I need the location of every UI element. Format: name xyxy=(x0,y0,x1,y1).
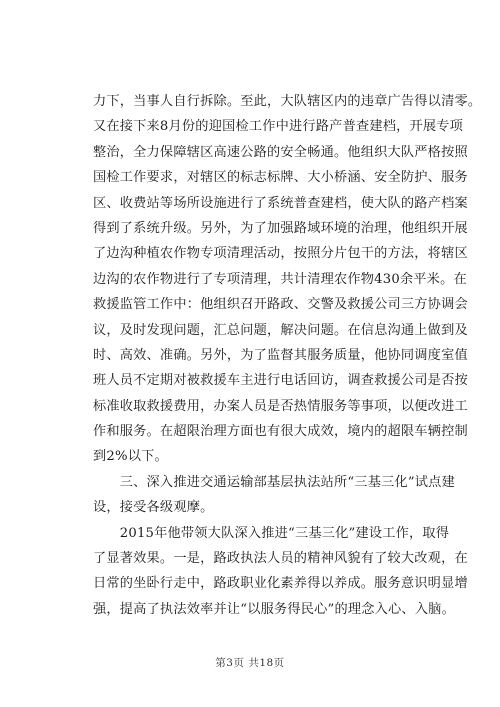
text-line: 又在接下来8月份的迎国检工作中进行路产普查建档，开展专项 xyxy=(93,119,464,135)
section-heading-line: 设，接受各级观摩。 xyxy=(93,500,214,516)
page-footer: 第3页 共18页 xyxy=(215,657,285,669)
text-line: 整治，全力保障辖区高速公路的安全畅通。他组织大队严格按照 xyxy=(93,144,468,160)
text-line: 国检工作要求，对辖区的标志标牌、大小桥涵、安全防护、服务 xyxy=(93,170,468,186)
section-heading-line: 三、深入推进交通运输部基层执法站所“三基三化”试点建 xyxy=(93,474,455,490)
text-line: 区、收费站等场所设施进行了系统普查建档，使大队的路产档案 xyxy=(93,195,468,211)
text-line: 救援监管工作中：他组织召开路政、交警及救援公司三方协调会 xyxy=(93,297,468,313)
text-line: 日常的坐卧行走中，路政职业化素养得以养成。服务意识明显增 xyxy=(93,576,468,592)
text-line: 了边沟种植农作物专项清理活动，按照分片包干的方法，将辖区 xyxy=(93,246,468,262)
body-text xyxy=(93,89,482,622)
text-line: 力下，当事人自行拆除。至此，大队辖区内的违章广告得以清零。 xyxy=(93,94,482,109)
text-line: 班人员不定期对被救援车主进行电话回访，调查救援公司是否按 xyxy=(93,373,468,389)
text-line: 时、高效、准确。另外，为了监督其服务质量，他协同调度室值 xyxy=(93,347,468,363)
text-line: 作和服务。在超限治理方面也有很大成效，境内的超限车辆控制 xyxy=(93,424,468,440)
paragraph-start-line: 2015年他带领大队深入推进“三基三化”建设工作，取得 xyxy=(93,525,450,541)
text-line: 得到了系统升级。另外，为了加强路域环境的治理，他组织开展 xyxy=(93,220,468,236)
text-line: 议，及时发现问题，汇总问题，解决问题。在信息沟通上做到及 xyxy=(93,322,468,338)
text-line: 标准收取救援费用，办案人员是否热情服务等事项，以便改进工 xyxy=(93,398,468,414)
text-line: 了显著效果。一是，路政执法人员的精神风貌有了较大改观，在 xyxy=(93,551,468,567)
text-line: 强，提高了执法效率并让“以服务得民心”的理念入心、入脑。 xyxy=(93,601,455,617)
text-line: 到2%以下。 xyxy=(93,449,168,465)
text-line: 边沟的农作物进行了专项清理，共计清理农作物430余平米。在 xyxy=(93,271,467,287)
